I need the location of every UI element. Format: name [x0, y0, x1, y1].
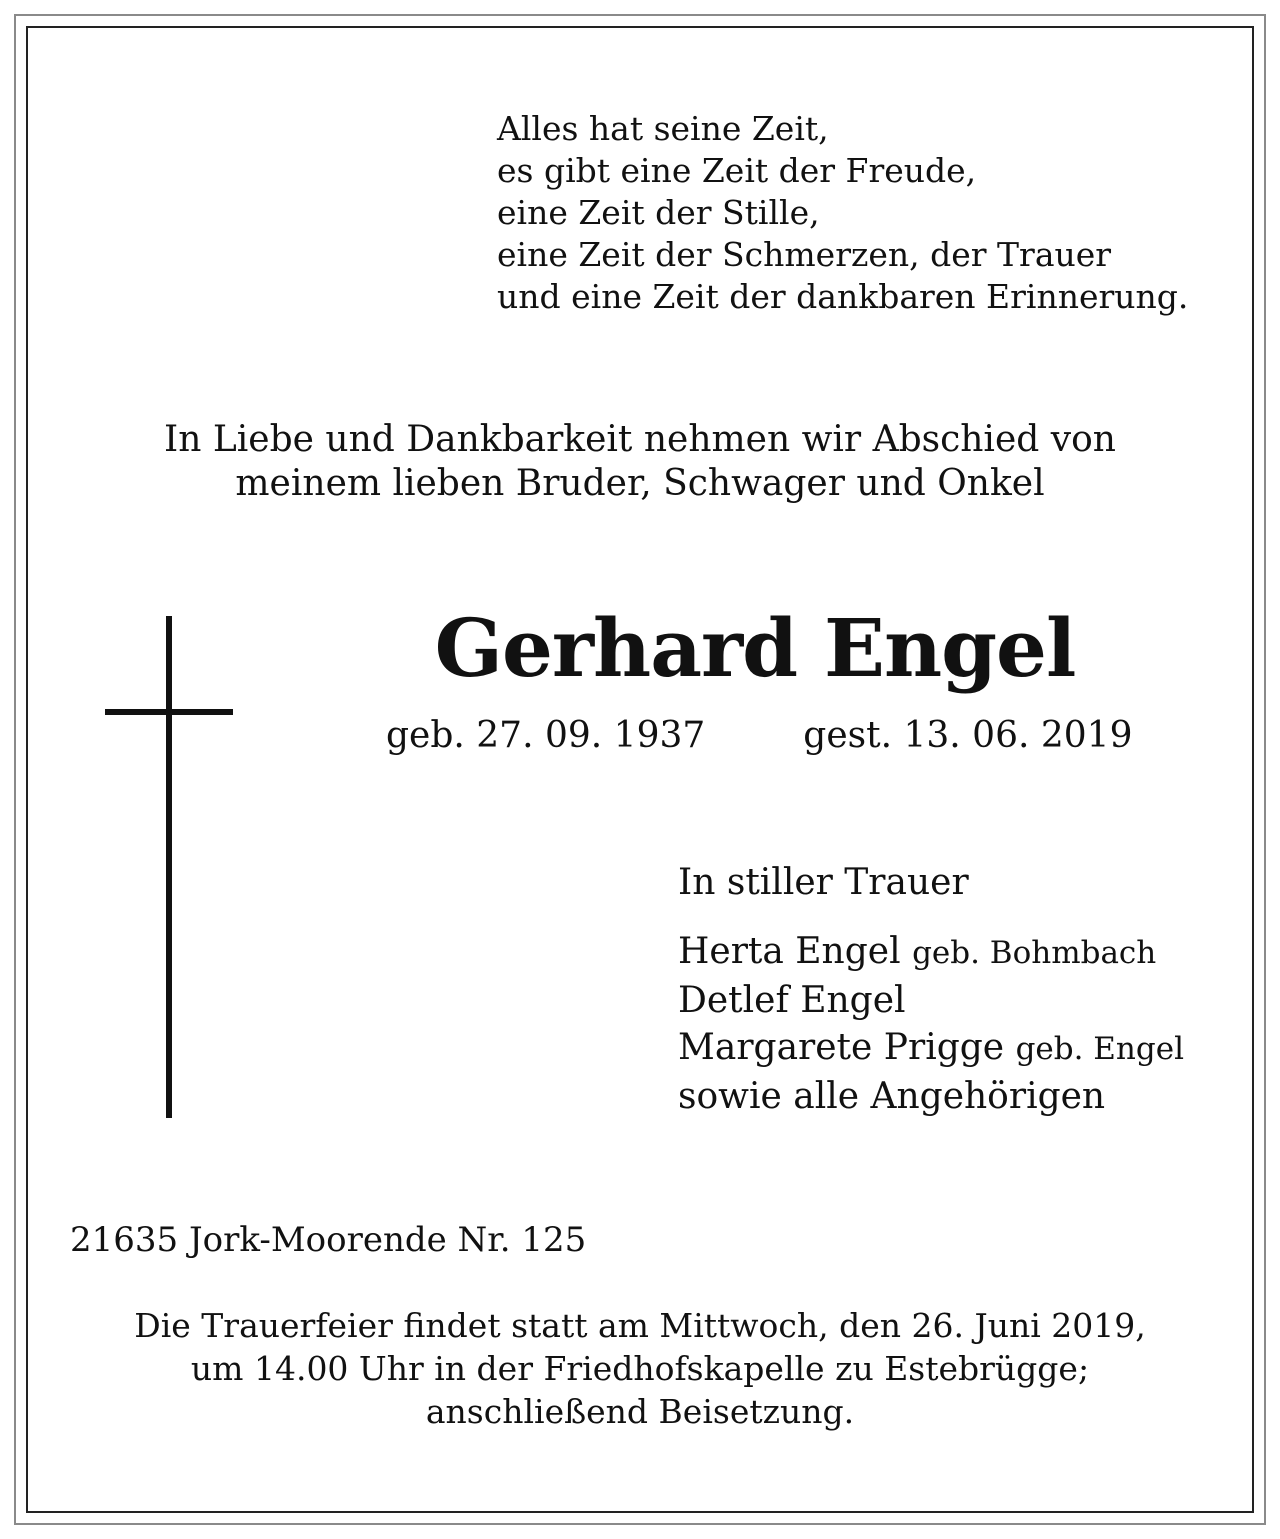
mourner-name: Detlef Engel [678, 980, 906, 1021]
cross-vertical-bar [166, 616, 172, 1118]
funeral-line: Die Trauerfeier findet statt am Mittwoch, den 26. Juni 2019, [134, 1306, 1146, 1345]
funeral-line: anschließend Beisetzung. [425, 1392, 855, 1431]
poem-line: es gibt eine Zeit der Freude, [497, 151, 977, 190]
mourner-birth-name: geb. Bohmbach [912, 935, 1157, 971]
poem-line: Alles hat seine Zeit, [497, 109, 829, 148]
mourner [678, 1024, 1184, 1073]
poem-line: eine Zeit der Schmerzen, der Trauer [497, 235, 1112, 274]
intro-line: In Liebe und Dankbarkeit nehmen wir Abschied von [164, 419, 1116, 460]
poem [497, 108, 1188, 318]
intro-text [40, 418, 1240, 506]
death-date: gest. 13. 06. 2019 [803, 715, 1133, 756]
intro-line: meinem lieben Bruder, Schwager und Onkel [235, 463, 1045, 504]
address: 21635 Jork-Moorende Nr. 125 [70, 1220, 587, 1260]
mourning-heading: In stiller Trauer [678, 862, 969, 903]
mourner [678, 977, 1184, 1024]
cross-horizontal-bar [105, 709, 233, 715]
life-dates [386, 712, 1132, 760]
mourner-name: Margarete Prigge [678, 1027, 1005, 1068]
mourner-name: Herta Engel [678, 931, 901, 972]
birth-date: geb. 27. 09. 1937 [386, 715, 706, 756]
mourner-list [678, 928, 1184, 1120]
poem-line: und eine Zeit der dankbaren Erinnerung. [497, 277, 1189, 316]
mourner-name: sowie alle Angehörigen [678, 1076, 1106, 1117]
deceased-name: Gerhard Engel [434, 601, 1076, 695]
mourner [678, 1073, 1184, 1120]
mourner-birth-name: geb. Engel [1015, 1031, 1185, 1067]
poem-line: eine Zeit der Stille, [497, 193, 820, 232]
mourner [678, 928, 1184, 977]
funeral-line: um 14.00 Uhr in der Friedhofskapelle zu Estebrügge; [190, 1349, 1090, 1388]
funeral-notice [40, 1304, 1240, 1433]
